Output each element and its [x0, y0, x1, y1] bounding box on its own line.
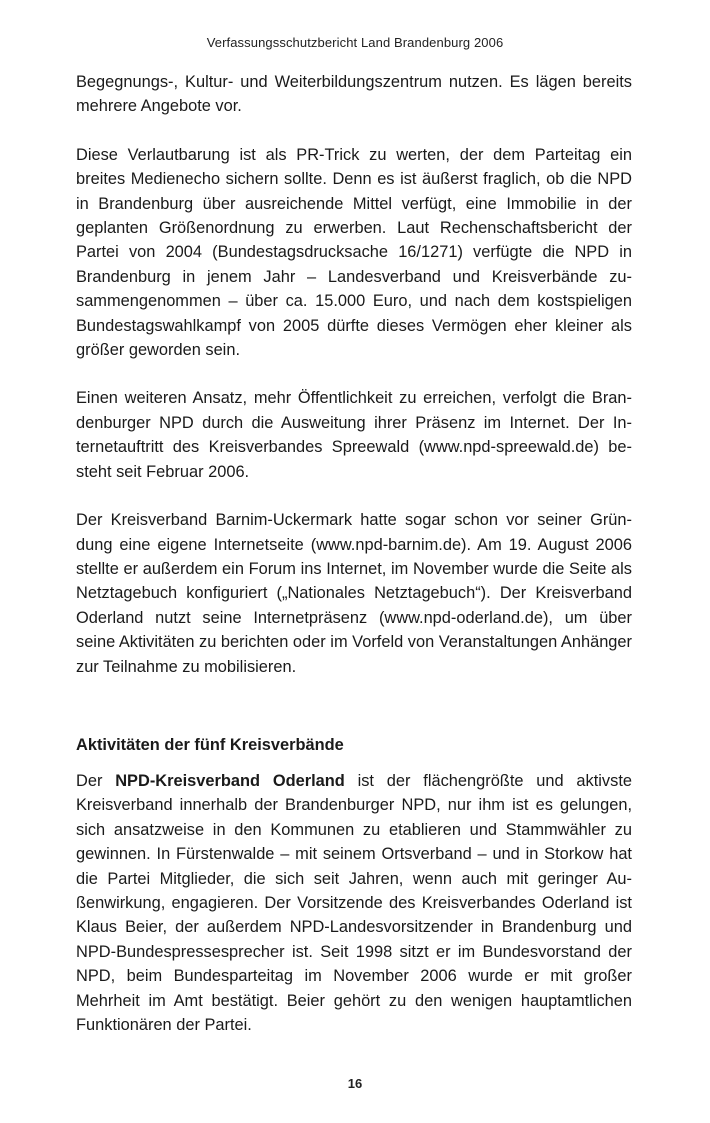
paragraph-3: Einen weiteren Ansatz, mehr Öffentlichkeit zu erreichen, verfolgt die Brandenburger NPD durch die Ausweitung ihrer Präsenz im Internet. Der Internetauftritt des Kreisverbandes Spreewald (www.npd-spreewald.de) besteht seit Februar 2006. [76, 389, 632, 481]
section-paragraph-lead: Der [76, 771, 116, 790]
section-paragraph [76, 769, 632, 1037]
running-header: Verfassungsschutzbericht Land Brandenburg 2006 [206, 35, 504, 50]
page-number: 16 [347, 1076, 363, 1091]
paragraph-1: Begegnungs-, Kultur- und Weiterbildungszentrum nutzen. Es lägen bereits mehrere Angebote vor. [76, 73, 632, 116]
section-heading: Aktivitäten der fünf Kreisverbände [76, 735, 344, 754]
section-paragraph-rest: ist der flächengrößte und aktivste Kreisverband innerhalb der Brandenburger NPD, nur ihm ist es gelungen, sich ansatzweise in den Kommunen zu etablieren und Stammwähler zu gewinnen. In Fürstenwalde – mit seinem Ortsverband – und in Storkow hat die Partei Mitglieder, die sich seit Jahren, wenn auch mit geringer Außenwirkung, engagieren. Der Vorsitzende des Kreisverbandes Oderland ist Klaus Beier, der außerdem NPD-Landesvorsitzender in Brandenburg und NPD-Bundespressesprecher ist. Seit 1998 sitzt er im Bundesvorstand der NPD, beim Bundesparteitag im November 2006 wurde er mit großer Mehrheit im Amt bestätigt. Beier gehört zu den wenigen hauptamtlichen Funktionären der Partei. [76, 771, 632, 1034]
paragraph-4: Der Kreisverband Barnim-Uckermark hatte sogar schon vor seiner Gründung eine eigene Internetseite (www.npd-barnim.de). Am 19. August 2006 stellte er außerdem ein Forum ins Internet, im November wurde die Seite als Netztagebuch konfiguriert („Nationales Netztagebuch“). Der Kreisverband Oderland nutzt seine Internetpräsenz (www.npd-oderland.de), um über seine Aktivitäten zu berichten oder im Vorfeld von Veranstaltungen Anhänger zur Teilnahme zu mobilisieren. [76, 511, 632, 676]
paragraph-2: Diese Verlautbarung ist als PR-Trick zu werten, der dem Parteitag ein breites Medienecho sichern sollte. Denn es ist äußerst fraglich, ob die NPD in Brandenburg über ausreichende Mittel verfügt, eine Immobilie in der geplanten Größenordnung zu erwerben. Laut Rechenschaftsbericht der Partei von 2004 (Bundestagsdrucksache 16/1271) verfügte die NPD in Brandenburg in jenem Jahr – Landesverband und Kreisverbände zusammengenommen – über ca. 15.000 Euro, und nach dem kostspieligen Bundestagswahlkampf von 2005 dürfte dieses Vermögen eher kleiner als größer geworden sein. [76, 145, 632, 360]
page-body [76, 70, 632, 1037]
section-paragraph-bold: NPD-Kreisverband Oderland [115, 771, 345, 790]
